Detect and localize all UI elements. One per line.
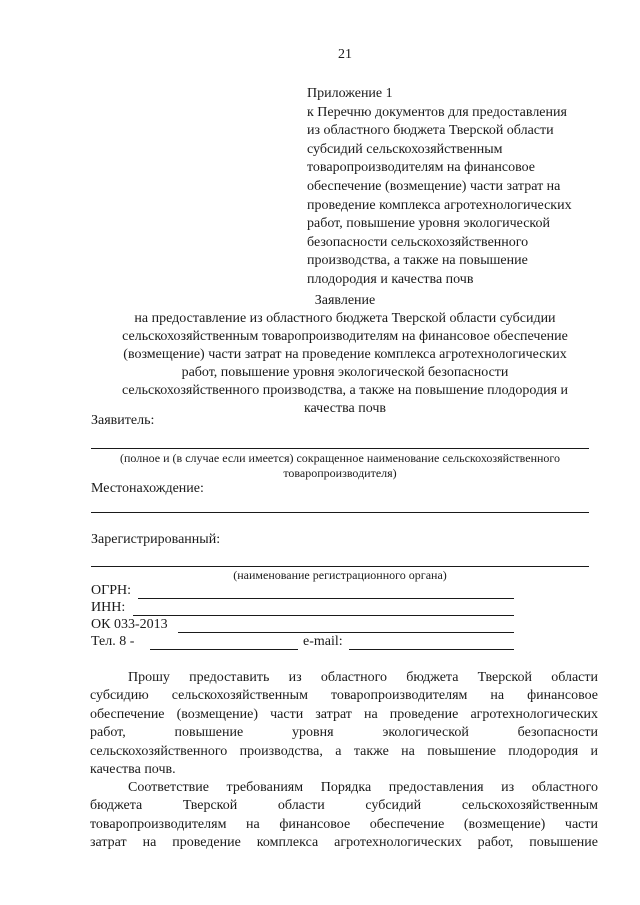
ok-field-line[interactable] [178,632,514,633]
ogrn-field-line[interactable] [138,598,514,599]
location-label: Местонахождение: [91,481,204,496]
phone-label: Тел. 8 - [91,634,135,649]
title-line: (возмещение) части затрат на проведение комплекса агротехнологических [123,347,567,362]
page-number: 21 [338,47,352,62]
title-line: качества почв [303,401,387,416]
applicant-note: (полное и (в случае если имеется) сокращенное наименование сельскохозяйственного [119,451,561,465]
title-line: работ, повышение уровня экологической безопасности [181,365,509,380]
paragraph-line: субсидию сельскохозяйственным товаропроизводителям на финансовое [90,688,598,704]
appendix-block [307,85,607,290]
email-field-line[interactable] [349,649,514,650]
paragraph-line: качества почв. [90,762,176,778]
paragraph-line: бюджета Тверской области субсидий сельскохозяйственным [90,798,598,814]
appendix-line: обеспечение (возмещение) части затрат на [307,178,561,194]
appendix-line: к Перечню документов для предоставления [307,104,567,120]
title-heading: Заявление [314,293,376,308]
request-paragraph [90,669,598,779]
ogrn-label: ОГРН: [91,583,131,598]
appendix-line: субсидий сельскохозяйственным [307,141,503,157]
document-title [90,292,600,418]
appendix-line: товаропроизводителям на финансовое [307,160,536,176]
appendix-line: проведение комплекса агротехнологических [307,197,572,213]
appendix-line: плодородия и качества почв [307,271,474,287]
email-label: e-mail: [303,634,343,649]
paragraph-line: сельскохозяйственного производства, а также на повышение плодородия и [90,743,598,759]
paragraph-line: затрат на проведение комплекса агротехнологических работ, повышение [90,835,598,851]
registered-note: (наименование регистрационного органа) [233,568,447,582]
title-line: сельскохозяйственного производства, а также на повышение плодородия и [122,383,568,398]
appendix-line: работ, повышение уровня экологической [307,216,550,232]
ok-label: ОК 033-2013 [91,617,168,632]
appendix-line: из областного бюджета Тверской области [307,123,554,139]
compliance-paragraph [90,779,598,853]
inn-field-line[interactable] [133,615,514,616]
title-line: на предоставление из областного бюджета Тверской области субсидии [134,311,556,326]
appendix-line: производства, а также на повышение [307,253,528,269]
paragraph-line: работ, повышение уровня экологической безопасности [90,725,598,741]
applicant-label: Заявитель: [91,413,155,428]
paragraph-line: Соответствие требованиям Порядка предоставления из областного [128,780,598,795]
registered-label: Зарегистрированный: [91,532,221,547]
applicant-field-line[interactable] [91,448,589,449]
phone-field-line[interactable] [150,649,298,650]
appendix-line: безопасности сельскохозяйственного [307,234,529,250]
title-line: сельскохозяйственным товаропроизводителям на финансовое обеспечение [122,329,568,344]
paragraph-line: товаропроизводителям на финансовое обеспечение (возмещение) части [90,816,598,832]
location-field-line[interactable] [91,512,589,513]
inn-label: ИНН: [91,600,126,615]
paragraph-line: Прошу предоставить из областного бюджета Тверской области [128,670,598,685]
appendix-heading: Приложение 1 [307,86,393,101]
applicant-note: товаропроизводителя) [283,466,397,480]
paragraph-line: обеспечение (возмещение) части затрат на проведение агротехнологических [90,706,598,722]
registered-field-line[interactable] [91,566,589,567]
